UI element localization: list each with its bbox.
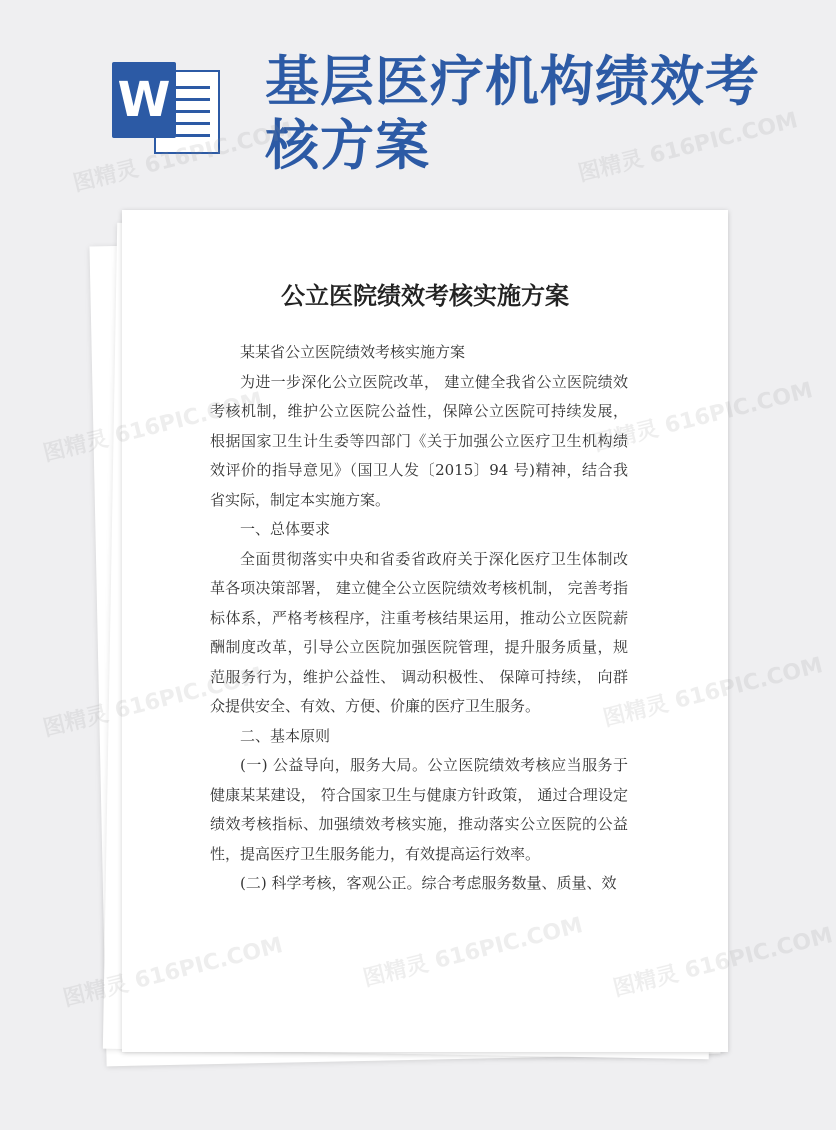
watermark: 图精灵 (40, 426, 111, 467)
watermark: 图精灵 (60, 971, 131, 1012)
section-heading: 二、基本原则 (240, 726, 331, 745)
watermark: 616PIC.COM (682, 923, 836, 984)
watermark: 616PIC.COM (662, 378, 816, 439)
paragraph-subtitle: 某某省公立医院绩效考核实施方案 (240, 343, 466, 361)
watermark: 616PIC.COM (672, 653, 826, 714)
watermark: 图精灵 616PIC.COM (70, 118, 296, 197)
document-title: 公立医院绩效考核实施方案 (281, 282, 569, 310)
section-heading: 一、总体要求 (240, 520, 331, 538)
word-document-icon (112, 62, 222, 154)
banner (0, 0, 800, 210)
paragraph-intro: 为进一步深化公立医院改革， 建立健全我省公立医院绩效考核机制，维护公立医院公益性，保障公立医院可持续发展，根据国家卫生计生委等四部门《关于加强公立医疗卫生机构绩效评价的指导意见》（国卫人发〔2015〕94 号)精神，结合我省实际，制定本实施方案。 (210, 372, 628, 509)
paragraph-general: 全面贯彻落实中央和省委省政府关于深化医疗卫生体制改革各项决策部署， 建立健全公立医院绩效考核机制， 完善考指标体系，严格考核程序，注重考核结果运用，推动公立医院薪酬制度改革，引导公立医院加强医院管理，提升服务质量，规范服务行为，维护公益性、 调动积极性、 保障可持续， 向群众提供安全、有效、方便、价廉的医疗卫生服务。 (210, 549, 628, 715)
word-badge (112, 62, 176, 138)
paragraph-principle-2: (二) 科学考核，客观公正。综合考虑服务数量、质量、效 (240, 874, 617, 892)
paragraph-principle-1: (一) 公益导向，服务大局。公立医院绩效考核应当服务于健康某某建设， 符合国家卫生与健康方针政策， 通过合理设定绩效考核指标、加强绩效考核实施，推动落实公立医院的公益性，提高医疗卫生服务能力，有效提高运行效率。 (210, 756, 628, 863)
word-badge-letter: W (117, 72, 171, 128)
document-body (210, 338, 628, 899)
document-page (122, 210, 728, 1052)
banner-title: 基层医疗机构绩效考核方案 (265, 50, 760, 177)
watermark: 图精灵 (40, 701, 111, 742)
watermark: 图精灵 616PIC.COM (575, 108, 801, 187)
